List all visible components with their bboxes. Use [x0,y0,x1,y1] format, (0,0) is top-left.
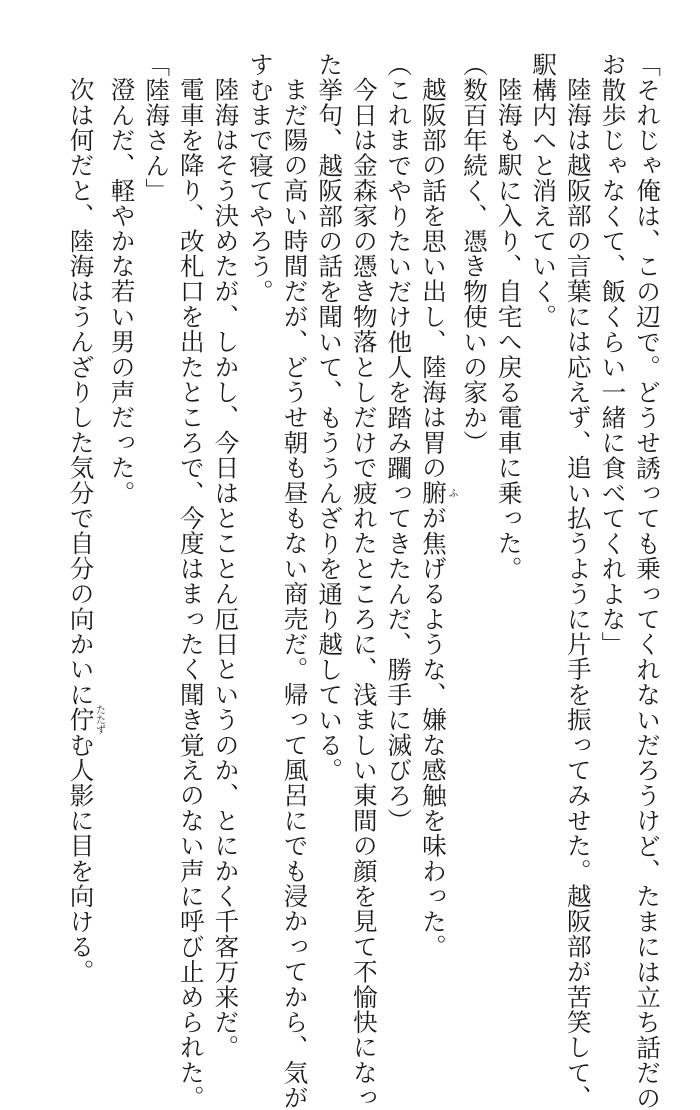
vertical-text-body [63,52,664,1110]
text-line: 「陸海さん」 [142,52,172,204]
text-line: た挙句、越阪部の話を聞いて、もううんざりを通り越している。 [315,52,345,783]
text-line: 次は何だと、陸海はうんざりした気分で自分の向かいに佇たたずむ人影に目を向ける。 [66,76,105,984]
text-line: まだ陽の高い時間だが、どうせ朝も昼もない商売だ。帰って風呂にでも浸かってから、気が [280,76,310,1110]
text-line: 電車を降り、改札口を出たところで、今度はまったく聞き覚えのない声に呼び止められた。 [176,76,206,1110]
text-line: 陸海はそう決めたが、しかし、今日はとことん厄日というのか、とにかく千客万来だ。 [211,76,241,1060]
text-line: （数百年続く、憑き物使いの家か） [460,52,490,456]
text-line: 越阪部の話を思い出し、陸海は胃の腑ふが焦げるような、嫌な感触を味わった。 [418,76,457,959]
furigana-annotation: 佇たたず [66,704,105,735]
furigana-annotation: 腑ふ [418,479,457,505]
text-line: 陸海も駅に入り、自宅へ戻る電車に乗った。 [494,76,524,581]
text-line: 澄んだ、軽やかな若い男の声だった。 [107,76,137,505]
text-line: お散歩じゃなくて、飯くらい一緒に食べてくれよな」 [598,52,628,657]
text-line: すむまで寝てやろう。 [245,52,275,304]
text-line: 駅構内へと消えていく。 [529,52,559,330]
text-line: 陸海は越阪部の言葉には応えず、追い払うように片手を振ってみせた。越阪部が苦笑して、 [563,76,593,1110]
text-line: 今日は金森家の憑き物落としだけで疲れたところに、浅ましい東間の顔を見て不愉快になっ [349,76,379,1110]
text-line: 「それじゃ俺は、この辺で。どうせ誘っても乗ってくれないだろうけど、たまには立ち話だの [633,52,662,1110]
text-line: （これまでやりたいだけ他人を踏み躙ってきたんだ、勝手に滅びろ） [384,52,414,834]
